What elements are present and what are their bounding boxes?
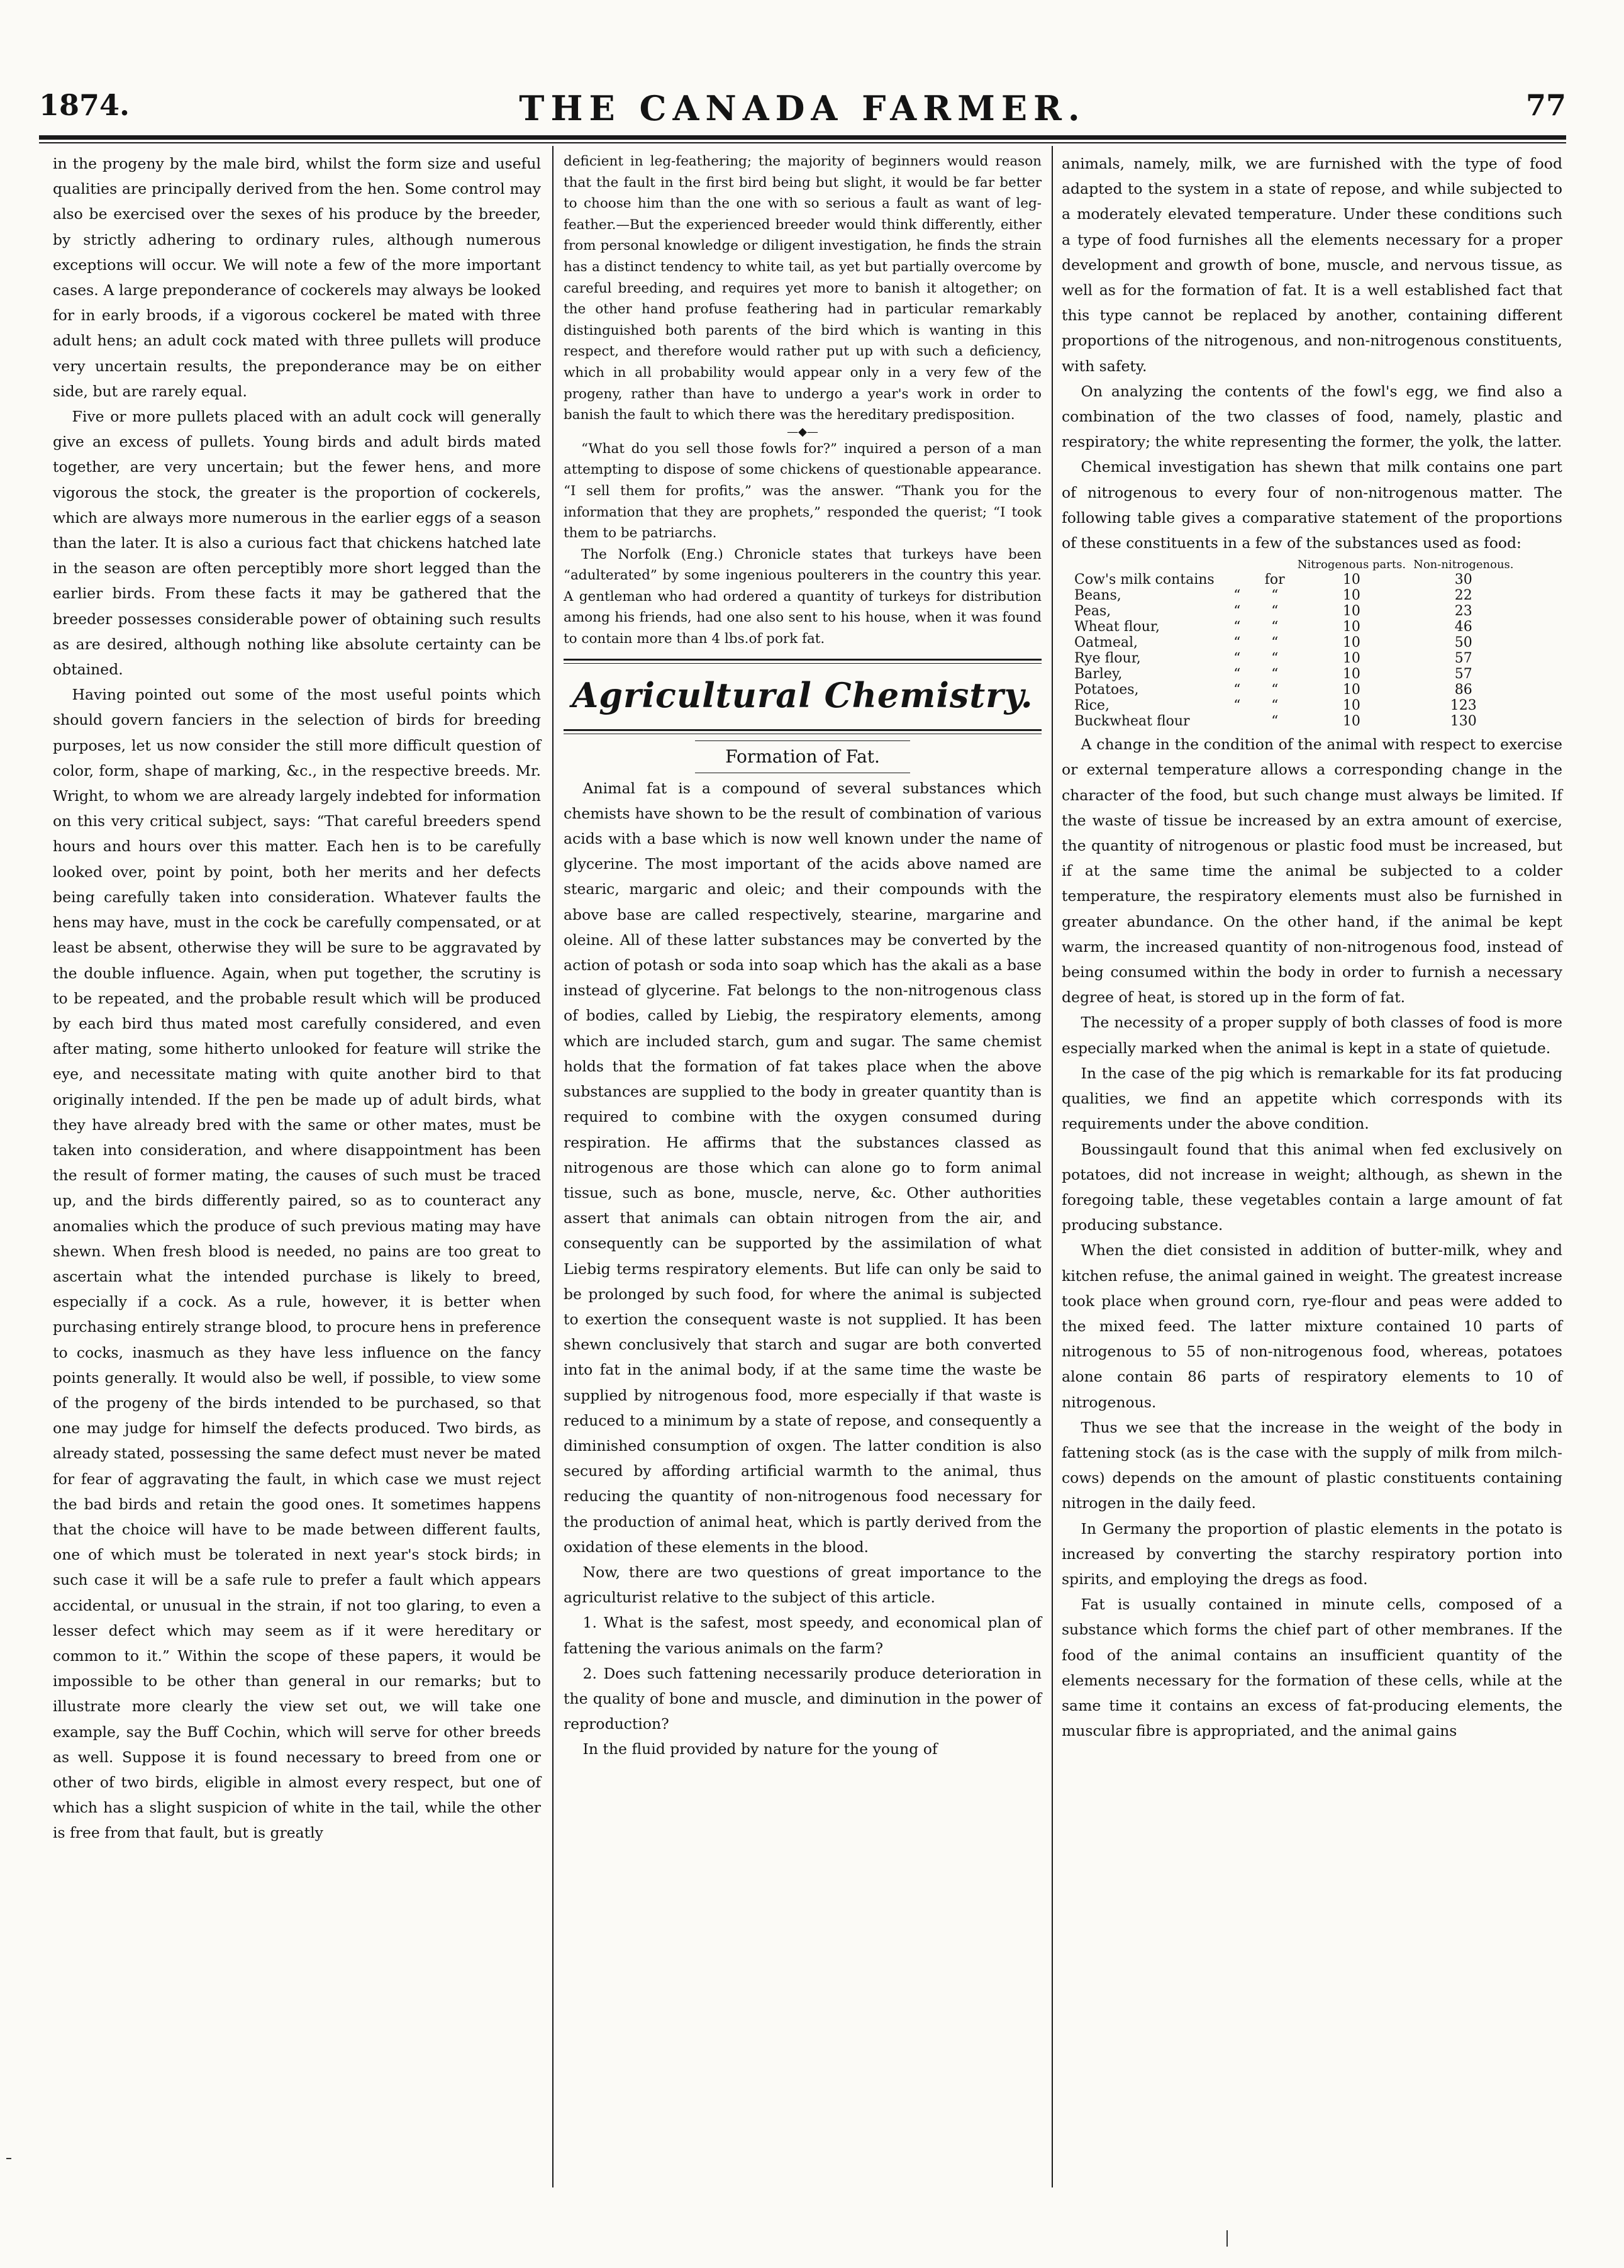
paragraph: Fat is usually contained in minute cells, composed of a substance which forms the chief part of other membranes. If the food of the animal contains an insufficient quantity of the elements necessary for the formation of these cells, while at the same time it contains an excess of fat-producing elements, the muscular fibre is appropriated, and the animal gains [1062,1595,1562,1740]
paragraph: Thus we see that the increase in the weight of the body in fattening stock (as is the case with the supply of milk from milch-cows) depends on the amount of plastic constituents containing nitrogen in the daily feed. [1062,1418,1562,1512]
paragraph: Animal fat is a compound of several substances which chemists have shown to be the result of combination of various acids with a base which is now well known under the name of glycerine. The most important of the acids above named are stearic, margaric and oleic; and their compounds with the above base are called respectively, stearine, margarine and oleine. All of these latter substances may be converted by the action of potash or soda into soap which has the akali as a base instead of glycerine. Fat belongs to the non-nitrogenous class of bodies, called by Liebig, the respiratory elements, among which are included starch, gum and sugar. The same chemist holds that the formation of fat takes place when the above substances are supplied to the body in greater quantity than is required to combine with the oxygen consumed during respiration. He affirms that the substances classed as nitrogenous are those which can alone go to form animal tissue, such as bone, muscle, nerve, &c. Other authorities assert that animals can obtain nitrogen from the air, and consequently can be supported by the assimilation of what Liebig terms respiratory elements. But life can only be said to be prolonged by such food, for where the animal is subjected to exertion the consequent waste is not supplied. It has been shewn conclusively that starch and sugar are both converted into fat in the animal body, if at the same time the waste be supplied by nitrogenous food, more especially if that waste is reduced to a minimum by a state of repose, and consequently a diminished consumption of oxgen. The latter condition is also secured by affording artificial warmth to the animal, thus reducing the quantity of non-nitrogenous food necessary for the production of animal heat, which is partly derived from the oxidation of these elements in the blood. [564,779,1042,1556]
paragraph: On analyzing the contents of the fowl's egg, we find also a combination of the two classes of food, namely, plastic and respiratory; the white representing the former, the yolk, the latter. [1062,382,1562,451]
section-rule-bottom [564,729,1042,734]
table-row: Barley, “ “ 10 57 [1074,666,1472,683]
table-row: Oatmeal, “ “ 10 50 [1074,635,1472,651]
paragraph: In Germany the proportion of plastic elements in the potato is increased by converting the starchy respiratory portion into spirits, and employing the dregs as food. [1062,1519,1562,1588]
table-row: Buckwheat flour “ 10 130 [1074,713,1477,730]
anecdote: The Norfolk (Eng.) Chronicle states that turkeys have been “adulterated” by some ingenious poulterers in the country this year. A gentleman who had ordered a quantity of turkeys for distribution among his friends, had one also sent to his house, when it was found to contain more than 4 lbs.of pork fat. [564,546,1042,647]
separator-ornament: —◆— [787,425,818,439]
nitrogen-table [1071,558,1518,729]
table-row: Wheat flour, “ “ 10 46 [1074,619,1472,635]
paragraph: Boussingault found that this animal when fed exclusively on potatoes, did not increase in weight; although, as shewn in the foregoing table, these vegetables contain a large amount of fat producing substance. [1062,1140,1562,1234]
masthead [39,88,1566,132]
paragraph: 2. Does such fattening necessarily produce deterioration in the quality of bone and muscle, and diminution in the power of reproduction? [564,1664,1042,1733]
paragraph: 1. What is the safest, most speedy, and economical plan of fattening the various animals on the farm? [564,1614,1042,1657]
section-rule-top [564,659,1042,664]
table-row: Beans, “ “ 10 22 [1074,588,1472,604]
paragraph: In the fluid provided by nature for the young of [582,1740,938,1758]
paragraph: In the case of the pig which is remarkable for its fat producing qualities, we find an appetite which corresponds with its requirements under the above condition. [1062,1064,1562,1133]
paragraph: deficient in leg-feathering; the majority of beginners would reason that the fault in the first bird being but slight, it would be far better to choose him than the one with so serious a fault as want of leg-feather.—But the experienced breeder would think differently, either from personal knowledge or diligent investigation, he finds the strain has a distinct tendency to white tail, as yet but partially overcome by careful breeding, and requires yet more to banish it altogether; on the other hand profuse feathering had in particular remarkably distinguished both parents of the bird which is wanting in this respect, and therefore would rather put up with such a deficiency, which in all probability would appear only in a very few of the progeny, rather than have to undergo a year's work in order to banish the fault to which there was the hereditary predisposition. [564,154,1042,423]
table-row: Potatoes, “ “ 10 86 [1074,682,1472,698]
section-title: Agricultural Chemistry. [572,674,1033,715]
article-title: Formation of Fat. [564,740,1042,773]
column-2 [564,151,1042,1762]
column-divider-1 [552,146,553,2187]
table-row: Cow's milk contains for 10 30 [1074,572,1472,588]
bottom-mark [1226,2230,1228,2247]
column-divider-2 [1052,146,1053,2187]
margin-mark [6,2158,11,2159]
header-rule-thick [39,135,1566,140]
anecdote: “What do you sell those fowls for?” inquired a person of a man attempting to dispose of some chickens of questionable appearance. “I sell them for profits,” was the answer. “Thank you for the information that they are prophets,” responded the querist; “I took them to be patriarchs. [564,440,1042,542]
table-row: Rice, “ “ 10 123 [1074,698,1477,714]
paragraph: animals, namely, milk, we are furnished with the type of food adapted to the system in a state of repose, and while subjected to a moderately elevated temperature. Under these conditions such a type of food furnishes all the elements necessary for a proper development and growth of bone, muscle, and nervous tissue, as well as for the formation of fat. It is a well established fact that this type cannot be replaced by another, containing different proportions of the nitrogenous, and non-nitrogenous constituents, with safety. [1062,155,1562,375]
table-row: Peas, “ “ 10 23 [1074,603,1472,620]
table-header: Nitrogenous parts. [1297,558,1406,572]
header-rule-thin [39,142,1566,143]
paragraph: Now, there are two questions of great importance to the agriculturist relative to the subject of this article. [564,1563,1042,1607]
paragraph: Having pointed out some of the most useful points which should govern fanciers in the selection of birds for breeding purposes, let us now consider the still more difficult question of color, form, shape of marking, &c., in the respective breeds. Mr. Wright, to whom we are already largely indebted for information on this very critical subject, says: “That careful breeders spend hours and hours over this matter. Each hen is to be carefully looked over, point by point, both her merits and her defects being carefully taken into consideration. Whatever faults the hens may have, must in the cock be carefully compensated, or at least be absent, otherwise they will be sure to be aggravated by the double influence. Again, when put together, the scrutiny is to be repeated, and the probable result which will be produced by each bird thus mated most carefully considered, and even after mating, some hitherto unlooked for feature will strike the eye, and necessitate mating with quite another bird to that originally intended. If the pen be made up of adult birds, what they have already bred with the same or other mates, must be taken into consideration, and where disappointment has been the result of former mating, the causes of such must be traced up, and the birds differently paired, so as to counteract any anomalies which the produce of such previous mating may have shewn. When fresh blood is needed, no pains are too great to ascertain what the intended purchase is likely to breed, especially if a cock. As a rule, however, it is better when purchasing entirely strange blood, to procure hens in preference to cocks, inasmuch as they have less influence on the fancy points generally. It would also be well, if possible, to view some of the progeny of the birds intended to be purchased, so that one may judge for himself the defects produced. Two birds, as already stated, possessing the same defect must never be mated for fear of aggravating the fault, in which case we must reject the bad birds and retain the good ones. It sometimes happens that the choice will have to be made between different faults, one of which must be tolerated in next year's stock birds; in such case it will be a safe rule to prefer a fault which appears accidental, or unusual in the strain, if not too glaring, to even a lesser defect which may seem as if it were hereditary or common to it.” Within the scope of these papers, it would be impossible to be other than general in our remarks; but to illustrate more clearly the view set out, we will take one example, say the Buff Cochin, which will serve for other breeds as well. Suppose it is found necessary to breed from one or other of two birds, eligible in almost every respect, but one of which has a slight suspicion of white in the tail, while the other is free from that fault, but is greatly [53,686,541,1842]
column-1 [53,151,541,1846]
paragraph: The necessity of a proper supply of both classes of food is more especially marked when the animal is kept in a state of quietude. [1062,1014,1562,1057]
paragraph: Five or more pullets placed with an adult cock will generally give an excess of pullets. Young birds and adult birds mated together, are very uncertain; but the fewer hens, and more vigorous the stock, the greater is the proportion of cockerels, which are always more numerous in the earlier eggs of a season than the later. It is also a curious fact that chickens hatched late in the season are often perceptibly more short legged than the earlier birds. From these facts it may be gathered that the breeder possesses considerable power of obtaining such results as are desired, although nothing like absolute certainty can be obtained. [53,408,541,679]
table-header: Non-nitrogenous. [1413,558,1514,572]
year: 1874. [39,88,130,122]
paragraph: Chemical investigation has shewn that milk contains one part of nitrogenous to every four of non-nitrogenous matter. The following table gives a comparative statement of the proportions of these constituents in a few of the substances used as food: [1062,458,1562,552]
page-number: 77 [1525,88,1566,122]
paragraph: A change in the condition of the animal with respect to exercise or external temperature allows a corresponding change in the character of the food, but such change must always be limited. If the waste of tissue be increased by an extra amount of exercise, the quantity of nitrogenous or plastic food must be increased, but if at the same time the animal be subjected to a colder temperature, the respiratory elements must also be furnished in greater abundance. On the other hand, if the animal be kept warm, the increased quantity of non-nitrogenous food, instead of being consumed within the body in order to furnish a necessary degree of heat, is stored up in the form of fat. [1062,735,1562,1007]
table-row: Rye flour, “ “ 10 57 [1074,651,1472,667]
paragraph: in the progeny by the male bird, whilst the form size and useful qualities are principally derived from the hen. Some control may also be exercised over the sexes of his produce by the breeder, by strictly adhering to ordinary rules, although numerous exceptions will occur. We will note a few of the more important cases. A large preponderance of cockerels may always be looked for in early broods, if a vigorous cockerel be mated with three adult hens; an adult cock mated with three pullets will produce very uncertain results, the preponderance may be on either side, but are rarely equal. [53,155,541,400]
column-3 [1062,151,1562,1743]
paragraph: When the diet consisted in addition of butter-milk, whey and kitchen refuse, the animal gained in weight. The greatest increase took place when ground corn, rye-flour and peas were added to the mixed feed. The latter mixture contained 10 parts of nitrogenous to 55 of non-nitrogenous food, whereas, potatoes alone contain 86 parts of respiratory elements to 10 of nitrogenous. [1062,1241,1562,1411]
newspaper-title: THE CANADA FARMER. [519,88,1086,128]
